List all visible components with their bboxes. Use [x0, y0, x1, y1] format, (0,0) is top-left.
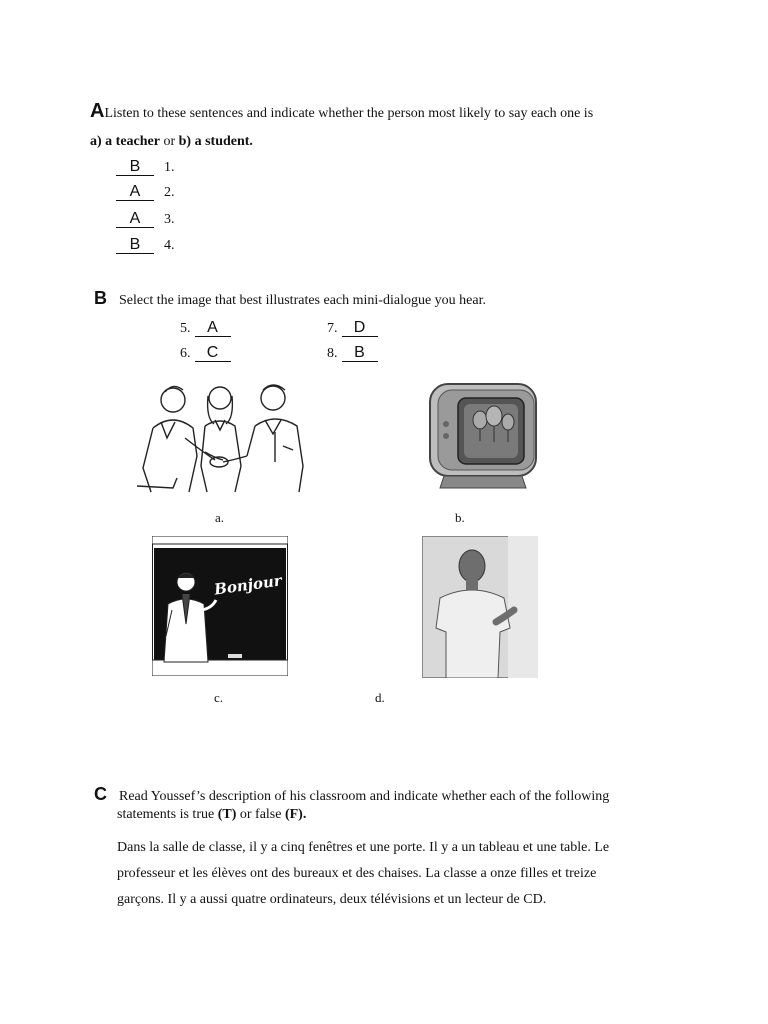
answer-blank-4[interactable]: B	[116, 237, 154, 254]
instruction-text: or false	[236, 807, 285, 822]
section-a-instruction-text: Listen to these sentences and indicate whether the person most likely to say each one is	[104, 106, 594, 121]
list-item	[116, 210, 175, 228]
list-item	[116, 236, 175, 254]
section-c-instruction-line2	[117, 807, 306, 823]
paragraph-line: professeur et les élèves ont des bureaux et des chaises. La classe a onze filles et treize	[117, 866, 597, 881]
item-number: 6.	[180, 346, 191, 361]
section-a-instruction	[90, 100, 593, 123]
image-a-handshake	[125, 376, 315, 494]
list-item	[116, 183, 175, 201]
section-a-options	[90, 134, 253, 150]
item-number: 4.	[164, 238, 175, 253]
image-b-television	[424, 376, 544, 496]
answer-blank-1[interactable]: B	[116, 159, 154, 176]
item-number: 2.	[164, 185, 175, 200]
section-b-instruction	[94, 288, 486, 309]
blackboard-text: Bonjour	[213, 571, 283, 599]
section-c-instruction	[94, 784, 609, 805]
option-or: or	[159, 134, 179, 149]
false-label: (F).	[284, 807, 307, 822]
section-b-letter: B	[94, 288, 107, 308]
item-number: 8.	[327, 346, 338, 361]
paragraph-line: Dans la salle de classe, il y a cinq fenêtres et une porte. Il y a un tableau et une table. Le	[117, 840, 610, 855]
option-student: b) a student.	[178, 134, 253, 149]
section-c-paragraph	[117, 835, 677, 913]
item-number: 5.	[180, 321, 191, 336]
item-number: 1.	[164, 160, 175, 175]
option-teacher: a) a teacher	[90, 134, 160, 149]
answer-blank-6[interactable]: C	[195, 345, 231, 362]
list-item	[180, 319, 231, 337]
section-c-instruction-text: Read Youssef’s description of his classroom and indicate whether each of the following	[119, 789, 610, 804]
image-c-teacher-blackboard	[152, 536, 288, 676]
instruction-text: statements is true	[117, 807, 218, 822]
list-item	[327, 319, 378, 337]
list-item	[180, 344, 231, 362]
caption-b: b.	[455, 510, 465, 525]
answer-blank-2[interactable]: A	[116, 184, 154, 201]
image-d-young-man	[422, 536, 538, 678]
caption-c: c.	[214, 690, 224, 705]
section-c-letter: C	[94, 784, 107, 804]
section-b-instruction-text: Select the image that best illustrates each mini-dialogue you hear.	[119, 293, 486, 308]
paragraph-line: garçons. Il y a aussi quatre ordinateurs, deux télévisions et un lecteur de CD.	[117, 892, 547, 907]
true-label: (T)	[217, 807, 237, 822]
answer-blank-5[interactable]: A	[195, 320, 231, 337]
caption-a: a.	[215, 510, 225, 525]
answer-blank-7[interactable]: D	[342, 320, 378, 337]
item-number: 7.	[327, 321, 338, 336]
answer-blank-3[interactable]: A	[116, 211, 154, 228]
list-item	[327, 344, 378, 362]
item-number: 3.	[164, 212, 175, 227]
answer-blank-8[interactable]: B	[342, 345, 378, 362]
list-item	[116, 158, 175, 176]
section-a-letter: A	[90, 100, 105, 122]
caption-d: d.	[375, 690, 385, 705]
